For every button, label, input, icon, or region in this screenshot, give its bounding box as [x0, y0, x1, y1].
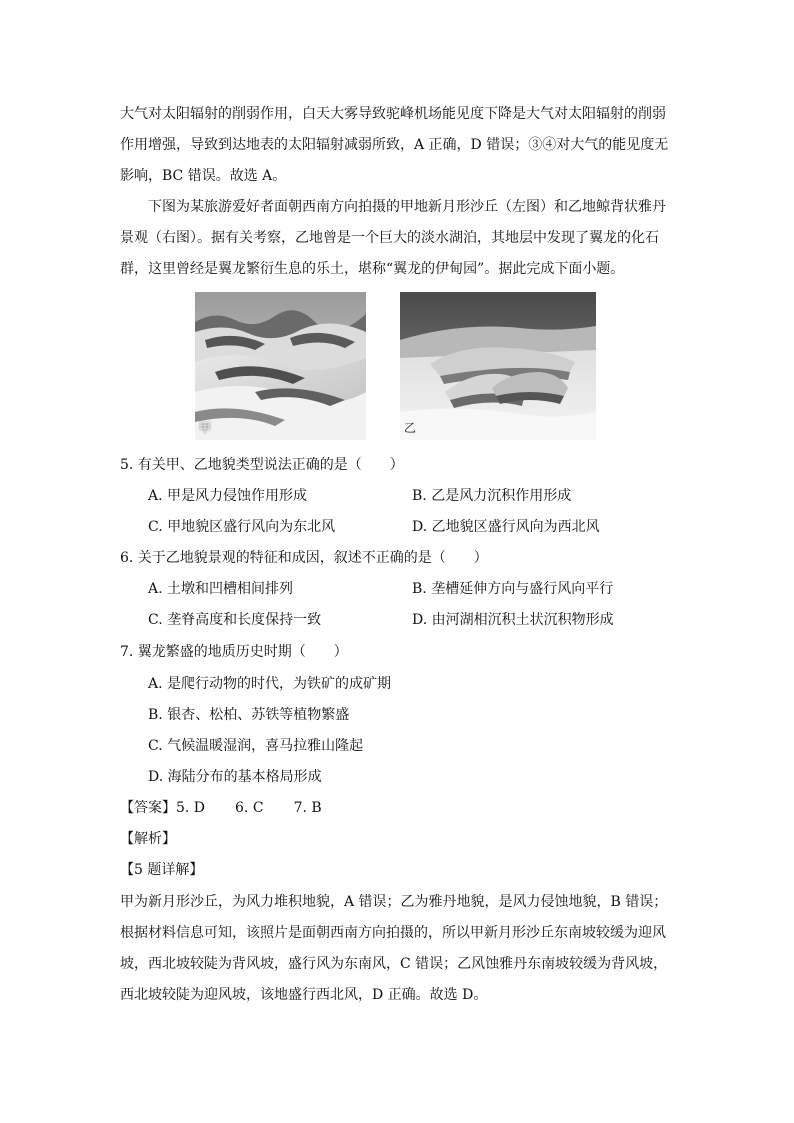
crescent-dune-illustration — [195, 292, 366, 440]
answer-item-7: 7. B — [293, 800, 322, 816]
analysis-label: 【解析】 — [120, 831, 176, 847]
detail-line-2: 根据材料信息可知，该照片是面朝西南方向拍摄的，所以甲新月形沙丘东南坡较缓为迎风 — [120, 925, 666, 941]
material-line-3: 群，这里曾经是翼龙繁衍生息的乐土，堪称“翼龙的伊甸园”。据此完成下面小题。 — [120, 261, 625, 277]
yardang-photo — [400, 292, 596, 440]
intro-line-1: 大气对太阳辐射的削弱作用，白天大雾导致驼峰机场能见度下降是大气对太阳辐射的削弱 — [120, 106, 666, 122]
detail-label: 【5 题详解】 — [120, 862, 204, 878]
question-7-option-d: D. 海陆分布的基本格局形成 — [148, 769, 322, 785]
material-line-1: 下图为某旅游爱好者面朝西南方向拍摄的甲地新月形沙丘（左图）和乙地鲸背状雅丹 — [148, 199, 666, 215]
right-photo-label: 乙 — [404, 421, 417, 435]
intro-line-3: 影响，BC 错误。故选 A。 — [120, 168, 287, 184]
question-5-stem: 5. 有关甲、乙地貌类型说法正确的是（ ） — [120, 457, 404, 473]
detail-line-3: 坡，西北坡较陡为背风坡，盛行风为东南风，C 错误；乙风蚀雅丹东南坡较缓为背风坡， — [120, 956, 668, 972]
question-6-option-c: C. 垄脊高度和长度保持一致 — [148, 612, 322, 628]
question-6-stem: 6. 关于乙地貌景观的特征和成因，叙述不正确的是（ ） — [120, 550, 488, 566]
crescent-dune-photo — [195, 292, 366, 440]
question-5-option-c: C. 甲地貌区盛行风向为东北风 — [148, 519, 336, 535]
question-5-option-d: D. 乙地貌区盛行风向为西北风 — [412, 519, 600, 535]
answer-line — [120, 798, 322, 818]
question-7-option-a: A. 是爬行动物的时代，为铁矿的成矿期 — [148, 676, 392, 692]
intro-line-2: 作用增强，导致到达地表的太阳辐射减弱所致，A 正确，D 错误；③④对大气的能见度无 — [120, 137, 669, 153]
answer-label: 【答案】 — [120, 800, 176, 816]
answer-item-6: 6. C — [235, 800, 264, 816]
left-photo-label: 甲 — [199, 421, 212, 435]
question-7-option-b: B. 银杏、松柏、苏铁等植物繁盛 — [148, 707, 350, 723]
question-7-stem: 7. 翼龙繁盛的地质历史时期（ ） — [120, 644, 348, 660]
question-6-option-b: B. 垄槽延伸方向与盛行风向平行 — [412, 581, 614, 597]
question-5-option-a: A. 甲是风力侵蚀作用形成 — [148, 488, 308, 504]
detail-line-4: 西北坡较陡为迎风坡，该地盛行西北风，D 正确。故选 D。 — [120, 987, 488, 1003]
question-6-option-a: A. 土墩和凹槽相间排列 — [148, 581, 294, 597]
question-5-option-b: B. 乙是风力沉积作用形成 — [412, 488, 572, 504]
detail-line-1: 甲为新月形沙丘，为风力堆积地貌，A 错误；乙为雅丹地貌，是风力侵蚀地貌，B 错误； — [120, 894, 668, 910]
material-line-2: 景观（右图）。据有关考察，乙地曾是一个巨大的淡水湖泊，其地层中发现了翼龙的化石 — [120, 230, 659, 246]
yardang-illustration — [400, 292, 596, 440]
question-6-option-d: D. 由河湖相沉积土状沉积物形成 — [412, 612, 614, 628]
answer-item-5: 5. D — [176, 800, 206, 816]
question-7-option-c: C. 气候温暖湿润，喜马拉雅山隆起 — [148, 738, 364, 754]
